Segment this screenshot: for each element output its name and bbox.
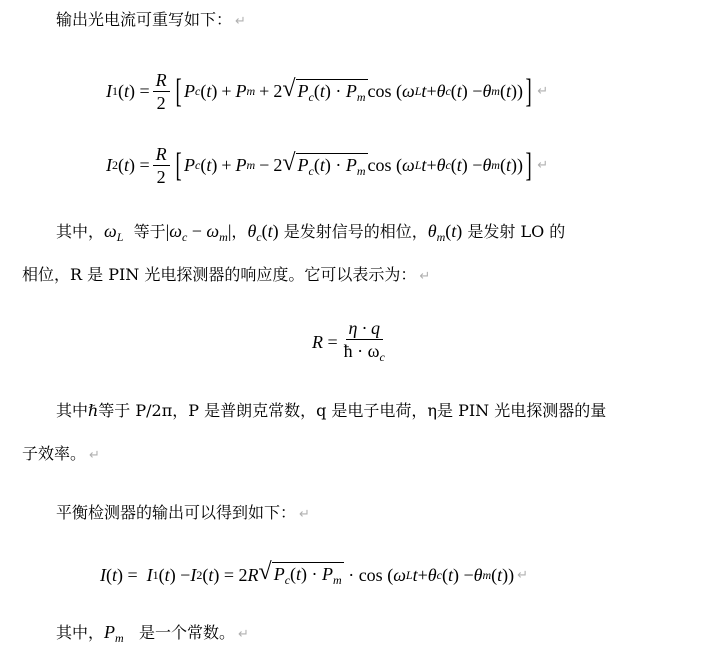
eq3-denominator: ħ · ω xyxy=(343,341,380,361)
eq2-sign: − xyxy=(259,155,270,175)
eq3-lhs-symbol: R xyxy=(312,332,323,352)
eq1-fraction: $\frac{R}{2}$ xyxy=(153,70,170,113)
def-text-a: 其中， xyxy=(56,222,105,241)
paragraph-planck-line1 xyxy=(56,400,606,422)
def-text-b: 等于 xyxy=(133,222,166,241)
def-text-c: ， xyxy=(231,222,248,241)
eq3-fraction xyxy=(341,318,388,367)
paragraph-intro xyxy=(56,9,246,33)
equation-responsivity: R = $\frac{\eta \cdot q}{ħ \cdot \omega_c}$ xyxy=(312,318,391,367)
def-text-line2: 相位，R 是 PIN 光电探测器的响应度。它可以表示为： xyxy=(22,265,417,284)
paragraph-balanced xyxy=(56,502,310,526)
paragraph-mark: ↵ xyxy=(537,84,549,99)
eq1-lhs-symbol: I xyxy=(106,81,112,101)
eq2-lhs-subscript: 2 xyxy=(112,158,118,172)
def-text-d: 是发射信号的相位， xyxy=(283,222,428,241)
equation-i2: I 2 ( t ) = $\frac{R}{2}$ [ P c ( t ) + P m − 2 √ $P_c(t) \cdot P_m$ cos ( ω L t + θ c ( t ) − θ m ( t )) ] ↵ xyxy=(106,144,549,187)
intro-text: 输出光电流可重写如下： xyxy=(56,10,233,29)
constant-text-a: 其中， xyxy=(56,623,105,642)
paragraph-definitions-line1: 其中，$\omega_L$ 等于$|\omega_c - \omega_m|$，$\theta_c(t)$ 是发射信号的相位，$\theta_m(t)$ 是发射 LO 的 xyxy=(56,221,566,244)
paragraph-mark: ↵ xyxy=(517,567,529,583)
eq2-lhs-symbol: I xyxy=(106,155,112,175)
eq2-fraction: $\frac{R}{2}$ xyxy=(153,144,170,187)
constant-text-b: 是一个常数。 xyxy=(138,623,235,642)
balanced-text: 平衡检测器的输出可以得到如下： xyxy=(56,503,297,522)
paragraph-mark: ↵ xyxy=(419,269,431,284)
def-text-e: 是发射 LO 的 xyxy=(467,222,566,241)
paragraph-definitions-line2 xyxy=(22,264,430,288)
paragraph-mark: ↵ xyxy=(299,507,310,522)
eq3-denominator-subscript: c xyxy=(379,350,385,364)
equation-i1: I 1 ( t ) = $\frac{R}{2}$ [ P c ( t ) + P m + 2 √ $P_c(t) \cdot P_m$ cos ( ω L t + θ c ( t ) − θ m ( t )) ] ↵ xyxy=(106,70,549,113)
eq1-lhs-subscript: 1 xyxy=(112,84,118,98)
paragraph-mark: ↵ xyxy=(537,158,549,173)
eq1-sign: + xyxy=(259,81,270,101)
eq3-numerator: η · q xyxy=(346,318,383,340)
planck-text-line2: 子效率。 xyxy=(22,444,87,463)
planck-text-line1: 其中ℏ等于 P/2π，P 是普朗克常数，q 是电子电荷，η是 PIN 光电探测器的量 xyxy=(56,401,607,420)
paragraph-constant: 其中，$P_m$ 是一个常数。 ↵ xyxy=(56,622,249,645)
paragraph-mark: ↵ xyxy=(89,448,100,463)
paragraph-planck-line2 xyxy=(22,443,100,467)
paragraph-mark: ↵ xyxy=(235,14,246,29)
paragraph-mark: ↵ xyxy=(237,627,249,642)
equation-output: I ( t ) = I 1 ( t ) − I 2 ( t ) = 2 R √ $P_c(t) \cdot P_m$ · cos ( ω L t + θ c ( t ) − θ m ( t )) ↵ xyxy=(100,559,528,591)
